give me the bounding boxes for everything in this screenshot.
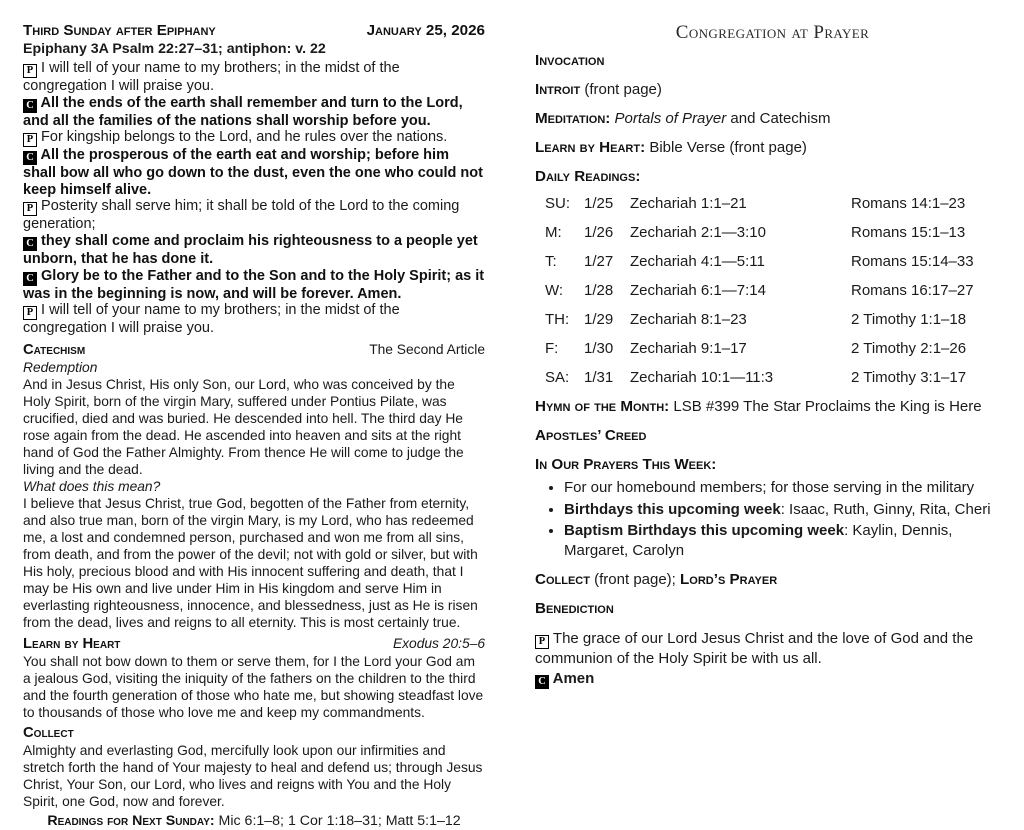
day-cell: TH: [545, 311, 570, 328]
daily-readings-heading-row [535, 167, 1010, 187]
catechism-question: What does this mean? [23, 478, 161, 494]
catechism-heading: Catechism [23, 341, 86, 358]
prayer-item-text: : Isaac, Ruth, Ginny, Rita, Cheri [780, 500, 991, 518]
date-cell: 1/27 [584, 253, 614, 270]
table-row [535, 310, 1010, 330]
learn-by-heart-heading: Learn by Heart: [535, 139, 646, 156]
congregation-symbol: C [23, 151, 37, 165]
verse-text: Posterity shall serve him; it shall be told of the Lord to the coming generation; [23, 198, 460, 233]
day-cell: F: [545, 340, 559, 357]
day-cell: T: [545, 253, 557, 270]
list-item [564, 478, 1010, 498]
benediction-section [535, 599, 1010, 619]
pastor-symbol: P [23, 306, 37, 320]
collect-heading: Collect [23, 724, 74, 741]
prayer-item-lead: Birthdays this upcoming week [564, 500, 781, 518]
psalm-verse [23, 233, 485, 268]
psalm-verse [23, 198, 485, 233]
nt-reading-cell: Romans 15:1–13 [851, 224, 966, 241]
list-item [564, 521, 1010, 560]
verse-text: I will tell of your name to my brothers; in the midst of the congregation I will praise you. [23, 60, 400, 94]
nt-reading-cell: 2 Timothy 2:1–26 [851, 340, 967, 357]
pastor-symbol: P [23, 202, 37, 216]
nt-reading-cell: Romans 16:17–27 [851, 282, 974, 299]
creed-heading: Apostles’ Creed [535, 427, 647, 444]
introit-psalm [23, 60, 485, 337]
prayers-heading-row [535, 455, 1010, 475]
collect-lords-prayer-section [535, 570, 1010, 590]
verse-text: All the prosperous of the earth eat and worship; before him shall bow all who go down to the dust, even the one who could not keep himself alive. [23, 147, 483, 198]
learn-by-heart-header [23, 635, 485, 653]
sunday-title: Third Sunday after Epiphany [23, 22, 216, 39]
prayer-item-text: : Kaylin, Dennis, Margaret, Carolyn [564, 522, 953, 559]
ot-reading-cell: Zechariah 8:1–23 [630, 311, 747, 328]
catechism-reference: The Second Article [369, 341, 485, 357]
psalm-verse [23, 60, 485, 95]
learn-by-heart-body: You shall not bow down to them or serve them, for I the Lord your God am a jealous God, visiting the iniquity of the fathers on the children to the third and the fourth generation of those who hate me, but showing steadfast love to thousands of those who love me and keep my commandments. [23, 653, 484, 720]
catechism-answer: I believe that Jesus Christ, true God, begotten of the Father from eternity, and also true man, born of the virgin Mary, is my Lord, who has redeemed me, a lost and condemned person, purchased and won me from all sins, from death, and from the power of the devil; not with gold or silver, but with His holy, precious blood and with His innocent suffering and death, that I may be His own and live under Him in His kingdom and serve Him in everlasting righteousness, innocence, and blessedness, just as He is risen from the dead, lives and reigns to all eternity. This is most certainly true. [23, 495, 478, 630]
learn-by-heart-reference: Exodus 20:5–6 [392, 635, 485, 651]
day-cell: M: [545, 224, 562, 241]
prayer-list [535, 478, 1010, 560]
congregation-symbol: C [535, 675, 549, 689]
amen-verse [535, 669, 1010, 689]
learn-by-heart-section [535, 138, 1010, 158]
ot-reading-cell: Zechariah 2:1—3:10 [630, 224, 766, 241]
benediction-verses [535, 629, 1010, 689]
psalm-verse [23, 129, 485, 147]
ot-reading-cell: Zechariah 9:1–17 [630, 340, 747, 357]
list-item [564, 500, 1010, 520]
date-cell: 1/29 [584, 311, 614, 328]
verse-text: Glory be to the Father and to the Son and to the Holy Spirit; as it was in the beginning is now, and will be forever. Amen. [23, 267, 485, 302]
verse-text: The grace of our Lord Jesus Christ and the love of God and the communion of the Holy Spirit be with us all. [535, 630, 974, 667]
pastor-symbol: P [535, 635, 549, 649]
introit-note: (front page) [584, 81, 662, 98]
nt-reading-cell: Romans 15:14–33 [851, 253, 974, 270]
introit-section [535, 80, 1010, 100]
pastor-symbol: P [23, 64, 37, 78]
lords-prayer-heading: Lord’s Prayer [680, 571, 778, 588]
left-header [23, 22, 485, 40]
date-cell: 1/31 [584, 369, 614, 386]
ot-reading-cell: Zechariah 10:1—11:3 [630, 369, 774, 386]
invocation-heading: Invocation [535, 52, 605, 69]
prayer-item-lead: Baptism Birthdays this upcoming week [564, 522, 845, 539]
table-row [535, 194, 1010, 214]
creed-section [535, 426, 1010, 446]
pastor-symbol: P [23, 133, 37, 147]
meditation-rest: and Catechism [730, 110, 831, 127]
nt-reading-cell: 2 Timothy 1:1–18 [851, 311, 967, 328]
table-row [535, 339, 1010, 359]
date-cell: 1/26 [584, 224, 614, 241]
catechism-subheading: Redemption [23, 359, 98, 375]
collect-body: Almighty and everlasting God, mercifully look upon our infirmities and stretch forth the hand of Your majesty to heal and defend us; through Jesus Christ, Your Son, our Lord, who lives and reigns with You and the Holy Spirit, one God, now and forever. [23, 742, 483, 809]
header-date: January 25, 2026 [366, 22, 485, 39]
meditation-heading: Meditation: [535, 110, 611, 127]
date-cell: 1/25 [584, 195, 614, 212]
verse-text: All the ends of the earth shall remember and turn to the Lord, and all the families of the nations shall worship before you. [23, 94, 463, 129]
psalm-verse [23, 268, 485, 303]
congregation-symbol: C [23, 272, 37, 286]
benediction-heading: Benediction [535, 600, 614, 617]
ot-reading-cell: Zechariah 4:1—5:11 [630, 253, 765, 270]
left-column [23, 22, 485, 829]
nt-reading-cell: 2 Timothy 3:1–17 [851, 369, 967, 386]
ot-reading-cell: Zechariah 6:1—7:14 [630, 282, 766, 299]
congregation-symbol: C [23, 99, 37, 113]
catechism-body: And in Jesus Christ, His only Son, our Lord, who was conceived by the Holy Spirit, born of the virgin Mary, suffered under Pontius Pilate, was crucified, died and was buried. He descended into hell. The third day He rose again from the dead. He ascended into heaven and sits at the right hand of God the Father Almighty. From thence He will come to judge the living and the dead. [23, 376, 464, 477]
day-cell: SU: [545, 195, 571, 212]
table-row [535, 252, 1010, 272]
benediction-verse [535, 629, 1010, 669]
psalm-verse [23, 95, 485, 130]
congregation-symbol: C [23, 237, 37, 251]
day-cell: SA: [545, 369, 570, 386]
right-column [535, 22, 1010, 791]
hymn-title: LSB #399 The Star Proclaims the King is Here [673, 398, 982, 415]
daily-readings-table [535, 194, 1010, 388]
collect-header [23, 725, 485, 742]
introit-heading: Introit [535, 81, 581, 98]
psalm-verse [23, 147, 485, 198]
learn-by-heart-heading: Learn by Heart [23, 635, 121, 652]
verse-text: For kingship belongs to the Lord, and he rules over the nations. [41, 129, 448, 146]
page-title: Congregation at Prayer [675, 22, 870, 43]
nt-reading-cell: Romans 14:1–23 [851, 195, 966, 212]
hymn-heading: Hymn of the Month: [535, 398, 670, 415]
verse-text: they shall come and proclaim his righteousness to a people yet unborn, that he has done it. [23, 232, 478, 267]
invocation-section [535, 51, 1010, 71]
table-row [535, 281, 1010, 301]
meditation-book: Portals of Prayer [614, 110, 727, 127]
prayers-heading: In Our Prayers This Week: [535, 456, 717, 473]
collect-heading: Collect [535, 571, 590, 588]
daily-readings-heading: Daily Readings: [535, 168, 641, 185]
ot-reading-cell: Zechariah 1:1–21 [630, 195, 747, 212]
next-sunday-list: Mic 6:1–8; 1 Cor 1:18–31; Matt 5:1–12 [218, 812, 461, 829]
hymn-section [535, 397, 1010, 417]
psalm-verse [23, 302, 485, 337]
date-cell: 1/30 [584, 340, 614, 357]
table-row [535, 223, 1010, 243]
next-sunday-readings [23, 812, 485, 830]
next-sunday-label: Readings for Next Sunday: [47, 812, 215, 829]
verse-text: Amen [552, 670, 595, 687]
meditation-section [535, 109, 1010, 129]
catechism-header [23, 341, 485, 359]
learn-by-heart-note: Bible Verse (front page) [649, 139, 807, 156]
date-cell: 1/28 [584, 282, 614, 299]
prayer-item-text: For our homebound members; for those serving in the military [564, 479, 975, 496]
day-cell: W: [545, 282, 564, 299]
collect-note: (front page); [594, 571, 676, 588]
verse-text: I will tell of your name to my brothers; in the midst of the congregation I will praise you. [23, 302, 400, 337]
table-row [535, 368, 1010, 388]
psalm-reference: Epiphany 3A Psalm 22:27–31; antiphon: v. 22 [23, 41, 326, 57]
